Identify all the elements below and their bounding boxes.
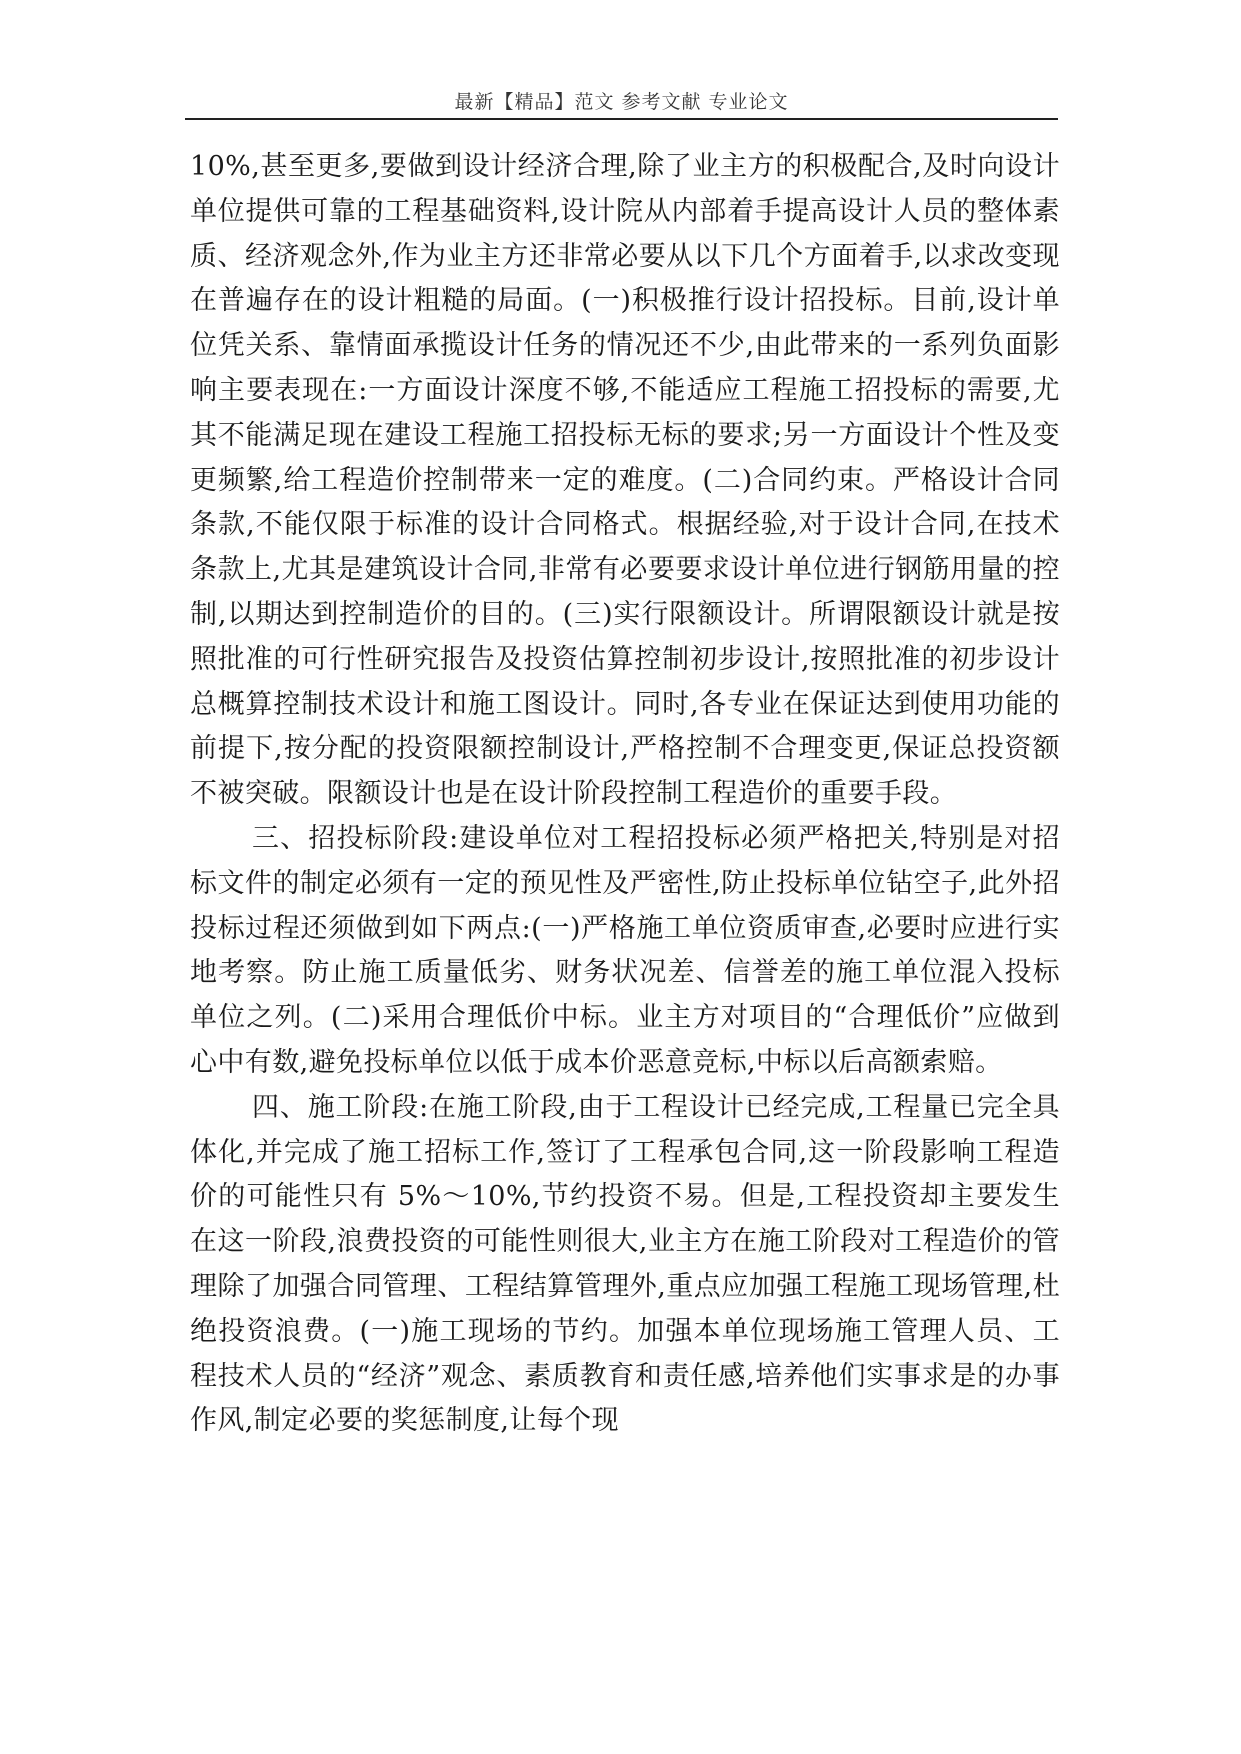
body-paragraph: 四、施工阶段:在施工阶段,由于工程设计已经完成,工程量已完全具体化,并完成了施工招标工作,签订了工程承包合同,这一阶段影响工程造价的可能性只有 5%～10%,节约投资不易。但是,工程投资却主要发生在这一阶段,浪费投资的可能性则很大,业主方在施工阶段对工程造价的管理除了加强合同管理、工程结算管理外,重点应加强工程施工现场管理,杜绝投资浪费。(一)施工现场的节约。加强本单位现场施工管理人员、工程技术人员的“经济”观念、素质教育和责任感,培养他们实事求是的办事作风,制定必要的奖惩制度,让每个现	[190, 1091, 1060, 1437]
page-header: 最新【精品】范文 参考文献 专业论文	[454, 91, 789, 113]
header-divider	[185, 118, 1058, 120]
body-paragraph: 三、招投标阶段:建设单位对工程招投标必须严格把关,特别是对招标文件的制定必须有一定的预见性及严密性,防止投标单位钻空子,此外招投标过程还须做到如下两点:(一)严格施工单位资质审查,必要时应进行实地考察。防止施工质量低劣、财务状况差、信誉差的施工单位混入投标单位之列。(二)采用合理低价中标。业主方对项目的“合理低价”应做到心中有数,避免投标单位以低于成本价恶意竞标,中标以后高额索赔。	[190, 822, 1060, 1078]
body-paragraph: 10%,甚至更多,要做到设计经济合理,除了业主方的积极配合,及时向设计单位提供可靠的工程基础资料,设计院从内部着手提高设计人员的整体素质、经济观念外,作为业主方还非常必要从以下几个方面着手,以求改变现在普遍存在的设计粗糙的局面。(一)积极推行设计招投标。目前,设计单位凭关系、靠情面承揽设计任务的情况还不少,由此带来的一系列负面影响主要表现在:一方面设计深度不够,不能适应工程施工招投标的需要,尤其不能满足现在建设工程施工招投标无标的要求;另一方面设计个性及变更频繁,给工程造价控制带来一定的难度。(二)合同约束。严格设计合同条款,不能仅限于标准的设计合同格式。根据经验,对于设计合同,在技术条款上,尤其是建筑设计合同,非常有必要要求设计单位进行钢筋用量的控制,以期达到控制造价的目的。(三)实行限额设计。所谓限额设计就是按照批准的可行性研究报告及投资估算控制初步设计,按照批准的初步设计总概算控制技术设计和施工图设计。同时,各专业在保证达到使用功能的前提下,按分配的投资限额控制设计,严格控制不合理变更,保证总投资额不被突破。限额设计也是在设计阶段控制工程造价的重要手段。	[190, 151, 1060, 810]
document-body	[190, 145, 1060, 1444]
